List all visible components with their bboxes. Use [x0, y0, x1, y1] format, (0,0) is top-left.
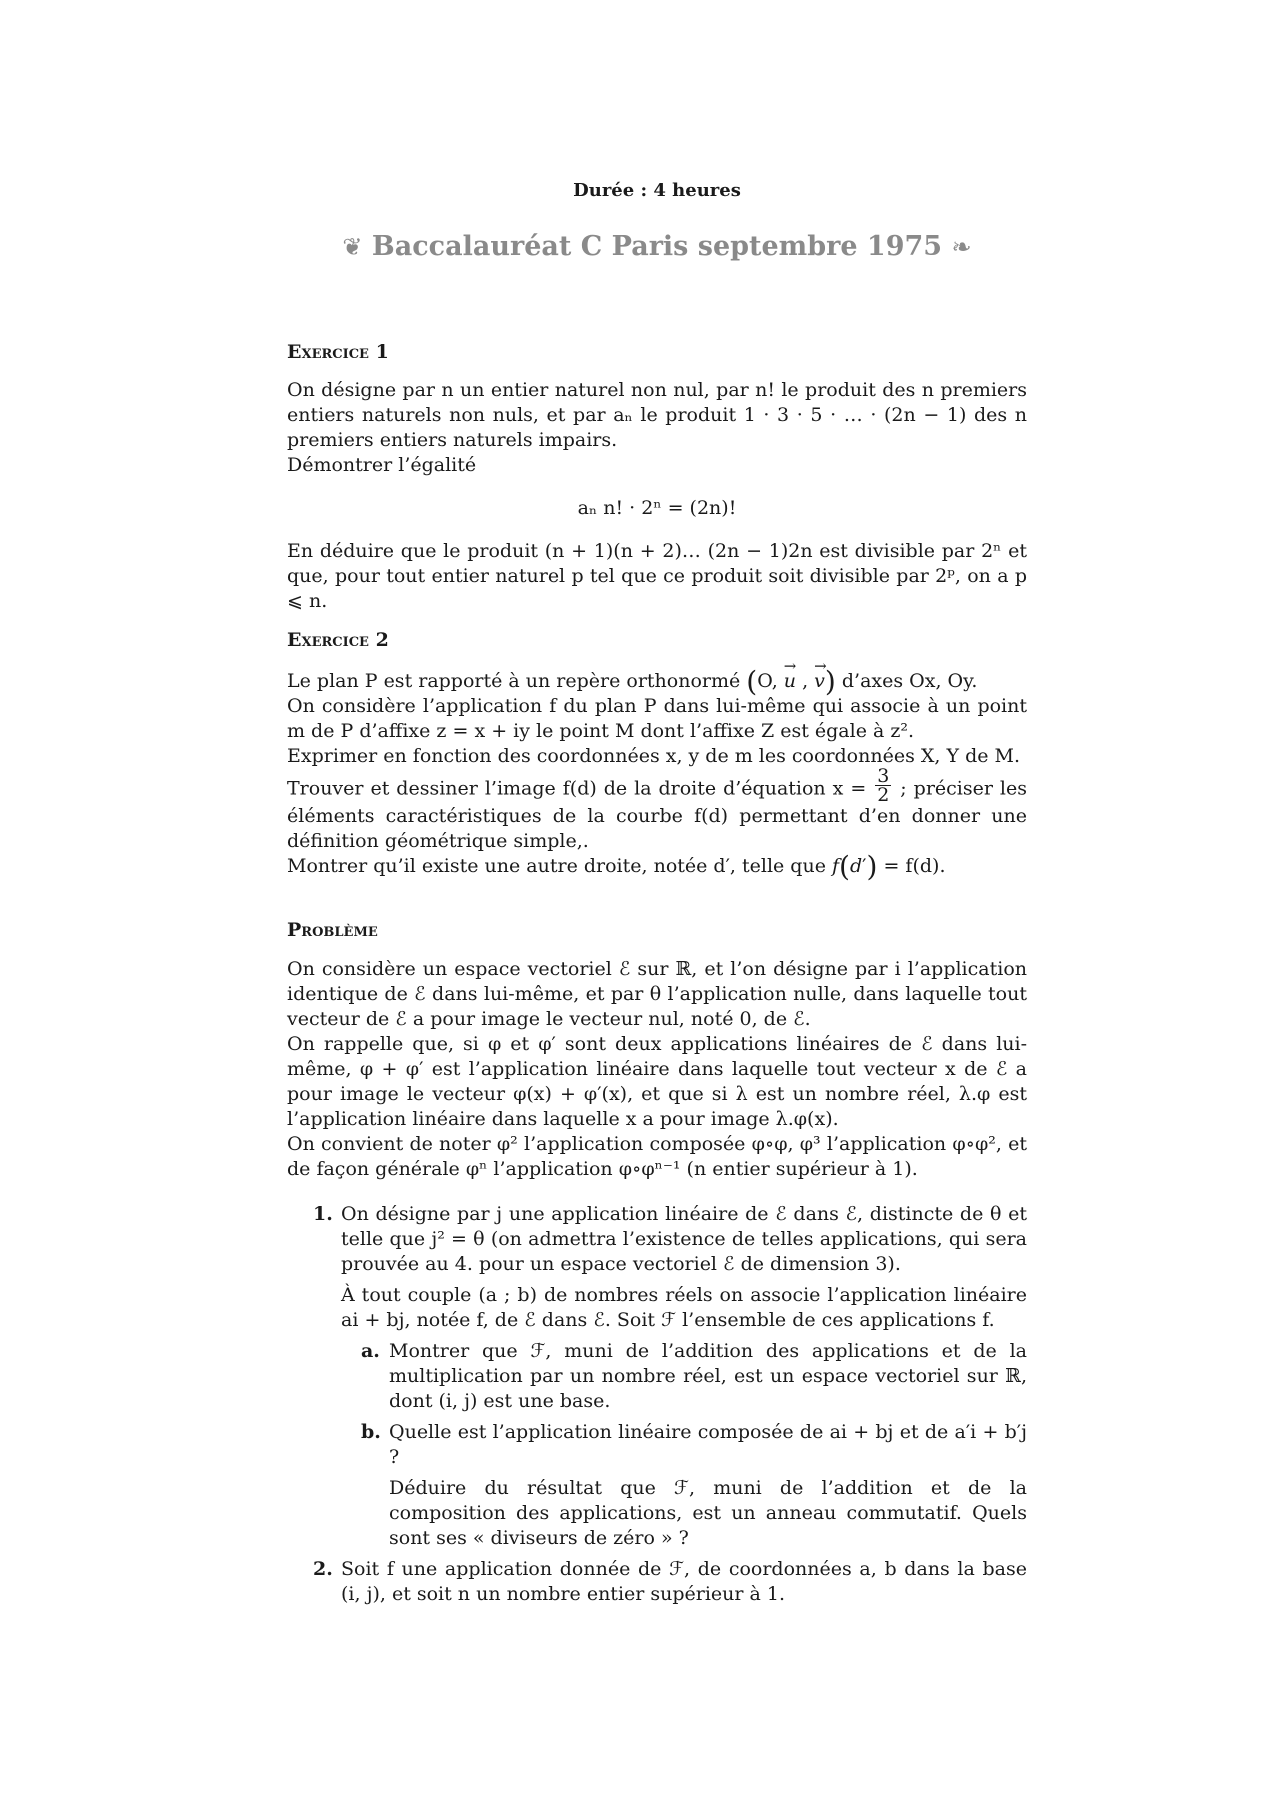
- paren-open-2: (: [839, 850, 850, 883]
- exercise-1-heading: Exercice 1: [287, 341, 389, 363]
- paren-open: (: [746, 665, 758, 698]
- question-number: 2.: [313, 1558, 333, 1580]
- ex2-paragraph-3: Exprimer en fonction des coordonnées x, y de m les coordonnées X, Y de M.: [287, 745, 1021, 767]
- exercise-1: [287, 340, 1027, 614]
- ex2-p1-text: Le plan P est rapporté à un repère orthonormé: [287, 670, 741, 692]
- question-1b: [287, 1420, 1027, 1551]
- ex2-paragraph-4: [287, 765, 1027, 854]
- exam-title: [287, 230, 1027, 264]
- ex1-paragraph-2: Démontrer l’égalité: [287, 454, 477, 476]
- question-list: [287, 1202, 1027, 1607]
- fraction-denominator: 2: [877, 784, 890, 806]
- probleme-heading: Problème: [287, 919, 378, 941]
- ex2-paragraph-5: Montrer qu’il existe une autre droite, notée d′, telle que f(d′) = f(d).: [287, 850, 946, 883]
- vector-v: → v: [814, 669, 825, 694]
- probleme-section: [287, 918, 1027, 1607]
- prob-paragraph-3: On convient de noter φ² l’application composée φ∘φ, φ³ l’application φ∘φ², et de façon générale φⁿ l’application φ∘φⁿ⁻¹ (n entier supérieur à 1).: [287, 1133, 1027, 1180]
- ex1-equation: aₙ n! · 2ⁿ = (2n)!: [577, 497, 737, 519]
- ex2-p1-axes: d’axes Ox, Oy.: [841, 670, 978, 692]
- fraction-numerator: 3: [877, 765, 890, 787]
- question-1: [287, 1202, 1027, 1333]
- exercise-2: [287, 628, 1027, 883]
- prob-paragraph-2: On rappelle que, si φ et φ′ sont deux applications linéaires de ℰ dans lui-même, φ + φ′ est l’application linéaire dans laquelle tout vecteur x de ℰ a pour image le vecteur φ(x) + φ′(x), et que si λ est un nombre réel, λ.φ est l’application linéaire dans laquelle x a pour image λ.φ(x).: [287, 1033, 1027, 1130]
- vector-u: → u: [784, 669, 796, 694]
- ex1-paragraph-3: En déduire que le produit (n + 1)(n + 2)… (2n − 1)2n est divisible par 2ⁿ et que, pour tout entier naturel p tel que ce produit soit divisible par 2ᵖ, on a p ⩽ n.: [287, 540, 1027, 612]
- ex1-paragraph-1: On désigne par n un entier naturel non nul, par n! le produit des n premiers entiers naturels non nuls, et par aₙ le produit 1 · 3 · 5 · … · (2n − 1) des n premiers entiers naturels impairs.: [287, 379, 1027, 451]
- subquestion-label: b.: [361, 1421, 381, 1443]
- title-text: Baccalauréat C Paris septembre 1975: [371, 231, 943, 262]
- ex2-p4-text-a: Trouver et dessiner l’image f(d) de la droite d’équation x =: [287, 777, 867, 800]
- prob-paragraph-1: On considère un espace vectoriel ℰ sur ℝ, et l’on désigne par i l’application identique de ℰ dans lui-même, et par θ l’application nulle, dans laquelle tout vecteur de ℰ a pour image le vecteur nul, noté 0, de ℰ.: [287, 958, 1027, 1030]
- question-2: [287, 1557, 1027, 1607]
- ex2-p5-text-a: Montrer qu’il existe une autre droite, notée d′, telle que: [287, 855, 826, 877]
- ex2-paragraph-1: Le plan P est rapporté à un repère orthonormé (O, → u , → v) d’axes Ox, Oy.: [287, 669, 1027, 694]
- fraction-three-halves: [875, 767, 891, 804]
- question-1b-text-2: Déduire du résultat que ℱ, muni de l’addition et de la composition des applications, est un anneau commutatif. Quels sont ses « diviseurs de zéro » ?: [389, 1477, 1027, 1549]
- ornament-right-icon: ❧: [951, 233, 972, 261]
- exercise-2-heading: Exercice 2: [287, 629, 389, 651]
- question-1a-text: Montrer que ℱ, muni de l’addition des applications et de la multiplication par un nombre réel, est un espace vectoriel sur ℝ, dont (i, j) est une base.: [389, 1340, 1027, 1412]
- ex2-p4-text-b: ; préciser les éléments caractéristiques de la courbe f(d) permettant d’en donner une définition géométrique simple,.: [287, 777, 1027, 852]
- ex2-p5-text-b: = f(d).: [883, 855, 946, 877]
- question-1-text-2: À tout couple (a ; b) de nombres réels on associe l’application linéaire ai + bj, notée f, de ℰ dans ℰ. Soit ℱ l’ensemble de ces applications f.: [341, 1284, 1027, 1331]
- ornament-left-icon: ❦: [342, 233, 363, 261]
- subquestion-label: a.: [361, 1340, 380, 1362]
- ex2-paragraph-2: On considère l’application f du plan P dans lui-même qui associe à un point m de P d’affixe z = x + iy le point M dont l’affixe Z est égale à z².: [287, 695, 1027, 742]
- paren-close-2: ): [866, 850, 878, 883]
- question-1a: [287, 1339, 1027, 1414]
- question-2-text: Soit f une application donnée de ℱ, de coordonnées a, b dans la base (i, j), et soit n un nombre entier supérieur à 1.: [341, 1558, 1027, 1605]
- question-1b-text: Quelle est l’application linéaire composée de ai + bj et de a′i + b′j ?: [389, 1421, 1027, 1468]
- question-number: 1.: [313, 1203, 333, 1225]
- paren-close: ): [824, 665, 836, 698]
- question-1-text-1: On désigne par j une application linéaire de ℰ dans ℰ, distincte de θ et telle que j² = θ (on admettra l’existence de telles applications, qui sera prouvée au 4. pour un espace vectoriel ℰ de dimension 3).: [341, 1203, 1027, 1275]
- duration-label: Durée : 4 heures: [573, 180, 741, 201]
